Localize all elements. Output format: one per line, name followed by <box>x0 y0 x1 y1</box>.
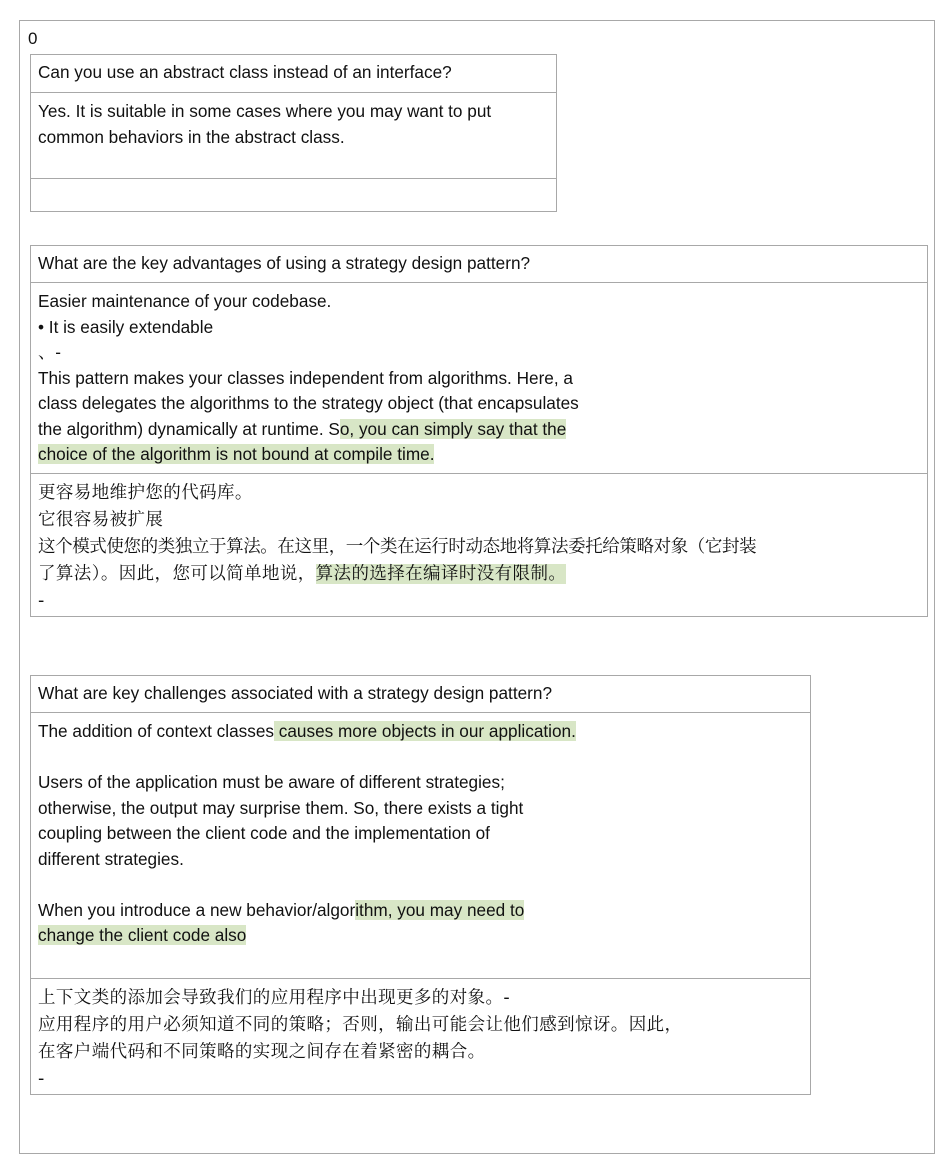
answer-line: otherwise, the output may surprise them. So, there exists a tight <box>38 797 524 818</box>
question-text: What are key challenges associated with a strategy design pattern? <box>38 683 553 703</box>
answer-text: the algorithm) dynamically at runtime. S <box>38 418 340 439</box>
question-row <box>31 246 927 282</box>
blank-line <box>38 745 803 771</box>
translation-line <box>38 561 920 588</box>
translation-line: 上下文类的添加会导致我们的应用程序中出现更多的对象。- <box>38 988 511 1008</box>
page-number: 0 <box>28 29 38 48</box>
translation-line: 在客户端代码和不同策略的实现之间存在着紧密的耦合。 <box>38 1042 486 1062</box>
answer-line: coupling between the client code and the implementation of <box>38 823 490 843</box>
answer-line: different strategies. <box>38 848 184 869</box>
translation-line: 这个模式使您的类独立于算法。在这里，一个类在运行时动态地将算法委托给策略对象（它封装 <box>38 537 757 557</box>
answer-line: Users of the application must be aware of different strategies; <box>38 772 505 792</box>
translation-line: - <box>38 1069 45 1089</box>
translation-row-empty <box>31 178 556 211</box>
qa-card-abstract-class <box>30 54 557 212</box>
answer-line: class delegates the algorithms to the strategy object (that encapsulates <box>38 393 579 413</box>
highlighted-text: 算法的选择在编译时没有限制。 <box>315 564 567 584</box>
answer-line <box>38 417 920 443</box>
translation-line: 它很容易被扩展 <box>38 510 164 530</box>
answer-text: The addition of context classes <box>38 721 274 741</box>
translation-line: 应用程序的用户必须知道不同的策略；否则，输出可能会让他们感到惊讶。因此， <box>38 1015 683 1035</box>
translation-row <box>31 473 927 618</box>
answer-line <box>38 719 803 745</box>
translation-line: 更容易地维护您的代码库。 <box>38 483 253 503</box>
question-row <box>31 55 556 92</box>
answer-line: common behaviors in the abstract class. <box>38 126 345 147</box>
bullet-line: • It is easily extendable <box>38 316 214 337</box>
qa-card-strategy-challenges <box>30 675 811 1095</box>
answer-line: Yes. It is suitable in some cases where you may want to put <box>38 101 492 121</box>
answer-line <box>38 898 803 924</box>
question-text: Can you use an abstract class instead of an interface? <box>38 62 452 82</box>
answer-row <box>31 92 556 178</box>
highlighted-text: choice of the algorithm is not bound at compile time. <box>38 444 435 464</box>
question-row <box>31 676 810 712</box>
translation-line: - <box>38 591 45 611</box>
translation-text: 了算法）。因此，您可以简单地说， <box>38 564 316 584</box>
answer-line <box>38 442 920 468</box>
answer-line: This pattern makes your classes independent from algorithms. Here, a <box>38 367 573 388</box>
answer-text: When you introduce a new behavior/algor <box>38 899 356 920</box>
question-text: What are the key advantages of using a strategy design pattern? <box>38 253 531 273</box>
translation-row <box>31 978 810 1094</box>
qa-card-strategy-advantages <box>30 245 928 617</box>
highlighted-text: o, you can simply say that the <box>339 418 567 439</box>
highlighted-text: ithm, you may need to <box>355 899 525 920</box>
blank-line <box>38 872 803 898</box>
answer-line: Easier maintenance of your codebase. <box>38 291 332 311</box>
highlighted-text: causes more objects in our application. <box>273 721 576 741</box>
answer-line <box>38 923 803 949</box>
highlighted-text: change the client code also <box>38 925 247 945</box>
answer-row <box>31 282 927 473</box>
answer-row <box>31 712 810 978</box>
answer-line: 、- <box>38 342 61 362</box>
